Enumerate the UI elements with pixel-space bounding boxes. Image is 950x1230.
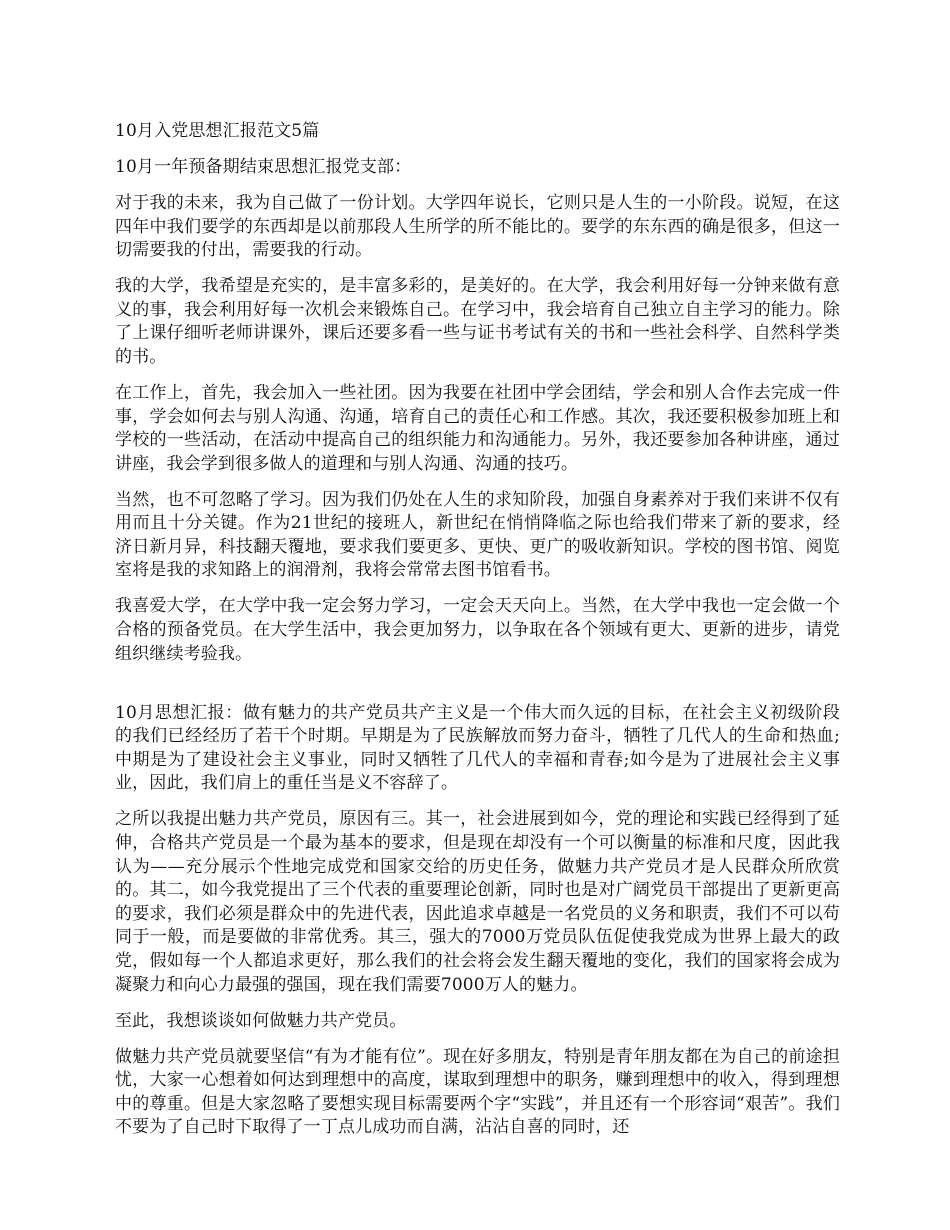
body-paragraph: 在工作上，首先，我会加入一些社团。因为我要在社团中学会团结，学会和别人合作去完成一件事，学会如何去与别人沟通、沟通，培育自己的责任心和工作感。其次，我还要积极参加班上和学校的一些活动，在活动中提高自己的组织能力和沟通能力。另外，我还要参加各种讲座，通过讲座，我会学到很多做人的道理和与别人沟通、沟通的技巧。 <box>115 382 840 474</box>
document-body <box>115 120 840 1152</box>
section-spacer <box>115 679 840 702</box>
body-paragraph: 之所以我提出魅力共产党员，原因有三。其一，社会进展到如今，党的理论和实践已经得到了延伸，合格共产党员是一个最为基本的要求，但是现在却没有一个可以衡量的标准和尺度，因此我认为——充分展示个性地完成党和国家交给的历史任务，做魅力共产党员才是人民群众所欣赏的。其二，如今我党提出了三个代表的重要理论创新，同时也是对广阔党员干部提出了更新更高的要求，我们必须是群众中的先进代表，因此追求卓越是一名党员的义务和职责，我们不可以苟同于一般，而是要做的非常优秀。其三，强大的7000万党员队伍促使我党成为世界上最大的政党，假如每一个人都追求更好，那么我们的社会将会发生翻天覆地的变化，我们的国家将会成为凝聚力和向心力最强的强国，现在我们需要7000万人的魅力。 <box>115 809 840 995</box>
body-paragraph: 至此，我想谈谈如何做魅力共产党员。 <box>115 1010 407 1031</box>
salutation: 10月一年预备期结束思想汇报党支部： <box>115 156 412 177</box>
body-paragraph: 做魅力共产党员就要坚信“有为才能有位”。现在好多朋友，特别是青年朋友都在为自己的前途担忧，大家一心想着如何达到理想中的高度，谋取到理想中的职务，赚到理想中的收入，得到理想中的尊重。但是大家忽略了要想实现目标需要两个字“实践”，并且还有一个形容词“艰苦”。我们不要为了自己时下取得了一丁点儿成功而自满，沾沾自喜的同时，还 <box>115 1046 840 1138</box>
body-paragraph: 我喜爱大学，在大学中我一定会努力学习，一定会天天向上。当然，在大学中我也一定会做一个合格的预备党员。在大学生活中，我会更加努力，以争取在各个领域有更大、更新的进步，请党组织继续考验我。 <box>115 596 840 664</box>
body-paragraph: 10月思想汇报：做有魅力的共产党员共产主义是一个伟大而久远的目标，在社会主义初级阶段的我们已经经历了若干个时期。早期是为了民族解放而努力奋斗，牺牲了几代人的生命和热血;中期是为了建设社会主义事业，同时又牺牲了几代人的幸福和青春;如今是为了进展社会主义事业，因此，我们肩上的重任当是义不容辞了。 <box>115 702 840 794</box>
document-title: 10月入党思想汇报范文5篇 <box>115 121 320 141</box>
body-paragraph: 对于我的未来，我为自己做了一份计划。大学四年说长，它则只是人生的一小阶段。说短，在这四年中我们要学的东西却是以前那段人生所学的所不能比的。要学的东东西的确是很多，但这一切需要我的付出，需要我的行动。 <box>115 192 840 261</box>
body-paragraph: 当然，也不可忽略了学习。因为我们仍处在人生的求知阶段，加强自身素养对于我们来讲不仅有用而且十分关键。作为21世纪的接班人，新世纪在悄悄降临之际也给我们带来了新的要求，经济日新月异，科技翻天覆地，要求我们要更多、更快、更广的吸收新知识。学校的图书馆、阅览室将是我的求知路上的润滑剂，我将会常常去图书馆看书。 <box>115 489 840 581</box>
body-paragraph: 我的大学，我希望是充实的，是丰富多彩的，是美好的。在大学，我会利用好每一分钟来做有意义的事，我会利用好每一次机会来锻炼自己。在学习中，我会培育自己独立自主学习的能力。除了上课仔细听老师讲课外，课后还要多看一些与证书考试有关的书和一些社会科学、自然科学类的书。 <box>115 276 840 367</box>
